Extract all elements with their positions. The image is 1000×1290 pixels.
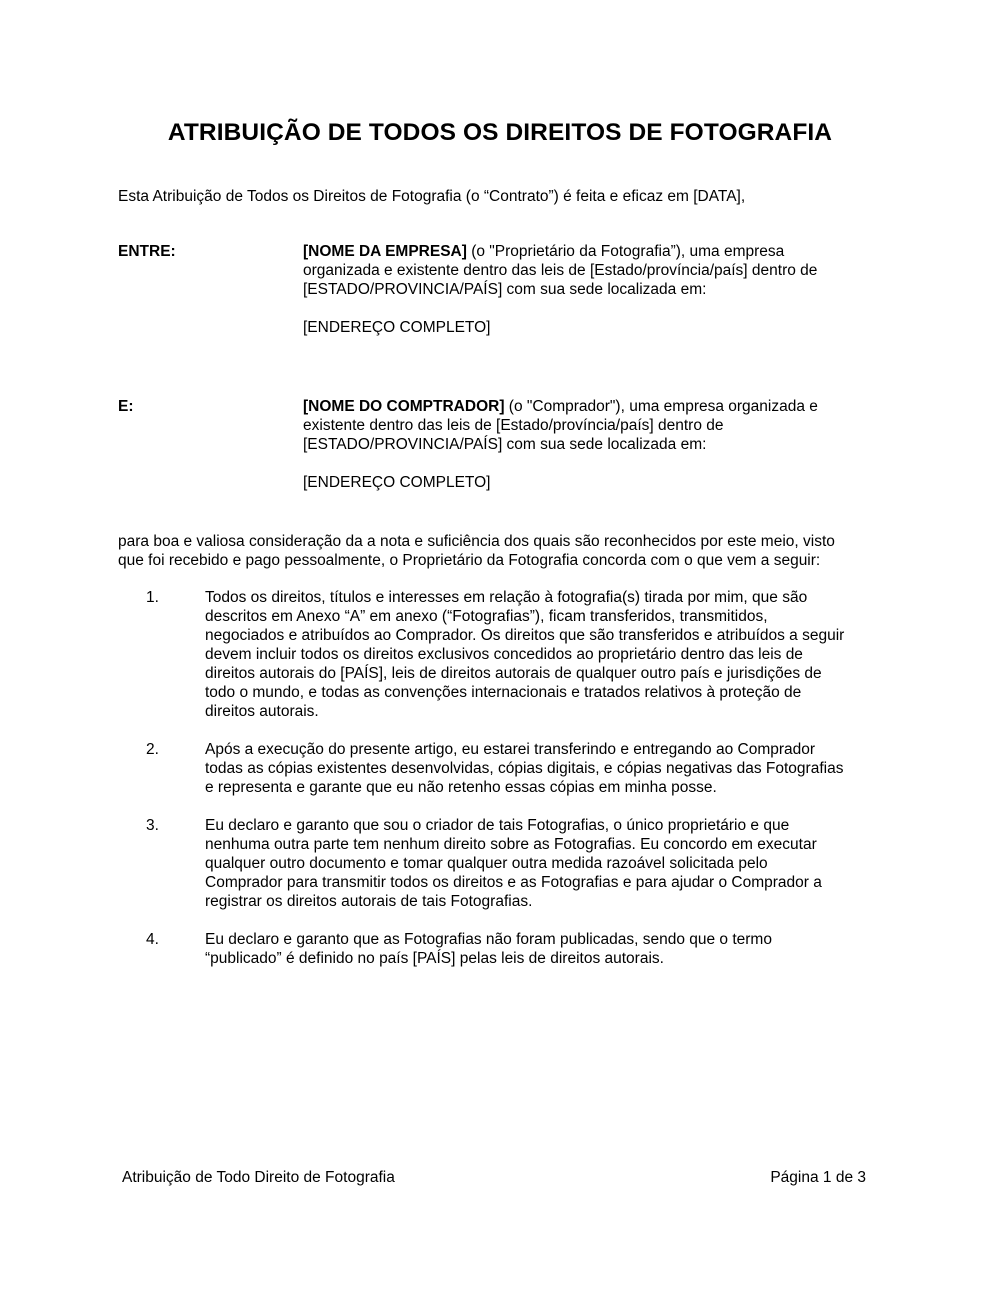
paragraph-line: que foi recebido e pago pessoalmente, o Proprietário da Fotografia concorda com o que vem a seguir: [118, 552, 821, 569]
clause-line: todas as cópias existentes desenvolvidas, cópias digitais, e cópias negativas das Fotografias [205, 760, 844, 777]
clause-line: “publicado” é definido no país [PAÍS] pelas leis de direitos autorais. [205, 950, 664, 967]
clause-number: 2. [146, 741, 159, 758]
party-line-text: (o "Proprietário da Fotografia”), uma empresa [466, 243, 785, 260]
party-label: E: [118, 398, 134, 415]
clause-line: e representa e garante que eu não retenho essas cópias em minha posse. [205, 779, 717, 796]
clause-line: qualquer outro documento e tomar qualquer outra medida razoável solicitada pelo [205, 855, 768, 872]
clause-text [205, 930, 888, 968]
clause-list [118, 588, 888, 987]
party-name: [NOME DO COMPTRADOR] [303, 398, 505, 415]
clause-item [118, 930, 888, 968]
clause-number: 3. [146, 817, 159, 834]
intro-paragraph: Esta Atribuição de Todos os Direitos de Fotografia (o “Contrato”) é feita e eficaz em [DATA], [118, 188, 746, 205]
party-line [303, 242, 863, 261]
party-line: organizada e existente dentro das leis de [Estado/província/país] dentro de [303, 262, 818, 279]
clause-item [118, 588, 888, 721]
party-description [303, 397, 863, 492]
clause-text [205, 588, 888, 721]
clause-line: negociados e atribuídos ao Comprador. Os direitos que são transferidos e atribuídos a seguir [205, 627, 845, 644]
party-address: [ENDEREÇO COMPLETO] [303, 319, 491, 336]
clause-line: Eu declaro e garanto que as Fotografias não foram publicadas, sendo que o termo [205, 931, 772, 948]
clause-line: todo o mundo, e todas as convenções internacionais e tratados relativos à proteção de [205, 684, 802, 701]
document-title: ATRIBUIÇÃO DE TODOS OS DIREITOS DE FOTOGRAFIA [167, 119, 833, 146]
footer-page-number: Página 1 de 3 [770, 1169, 866, 1186]
clause-item [118, 816, 888, 911]
footer-document-name: Atribuição de Todo Direito de Fotografia [122, 1169, 395, 1186]
clause-line: nenhuma outra parte tem nenhum direito sobre as Fotografias. Eu concordo em executar [205, 836, 817, 853]
party-line: [ESTADO/PROVINCIA/PAÍS] com sua sede localizada em: [303, 281, 707, 298]
party-line-text: (o "Comprador"), uma empresa organizada e [504, 398, 818, 415]
clause-number: 4. [146, 931, 159, 948]
clause-line: Após a execução do presente artigo, eu estarei transferindo e entregando ao Comprador [205, 741, 816, 758]
clause-line: registrar os direitos autorais de tais Fotografias. [205, 893, 533, 910]
paragraph-line: para boa e valiosa consideração da a nota e suficiência dos quais são reconhecidos por este meio, visto [118, 533, 835, 550]
clause-number: 1. [146, 589, 159, 606]
party-description [303, 242, 863, 337]
clause-line: Todos os direitos, títulos e interesses em relação à fotografia(s) tirada por mim, que são [205, 589, 808, 606]
consideration-paragraph [118, 532, 888, 570]
clause-line: devem incluir todos os direitos exclusivos concedidos ao proprietário dentro das leis de [205, 646, 803, 663]
party-label: ENTRE: [118, 243, 176, 260]
clause-line: direitos autorais. [205, 703, 319, 720]
clause-text [205, 816, 888, 911]
clause-text [205, 740, 888, 797]
party-name: [NOME DA EMPRESA] [303, 243, 467, 260]
page-footer [122, 1168, 866, 1187]
party-line: existente dentro das leis de [Estado/província/país] dentro de [303, 417, 724, 434]
clause-item [118, 740, 888, 797]
clause-line: Comprador para transmitir todos os direitos e as Fotografias e para ajudar o Comprador a [205, 874, 822, 891]
clause-line: Eu declaro e garanto que sou o criador de tais Fotografias, o único proprietário e que [205, 817, 790, 834]
clause-line: descritos em Anexo “A” em anexo (“Fotografias”), ficam transferidos, transmitidos, [205, 608, 768, 625]
clause-line: direitos autorais do [PAÍS], leis de direitos autorais de qualquer outro país e jurisdições de [205, 665, 822, 682]
party-line: [ESTADO/PROVINCIA/PAÍS] com sua sede localizada em: [303, 436, 707, 453]
party-line [303, 397, 863, 416]
party-address: [ENDEREÇO COMPLETO] [303, 474, 491, 491]
